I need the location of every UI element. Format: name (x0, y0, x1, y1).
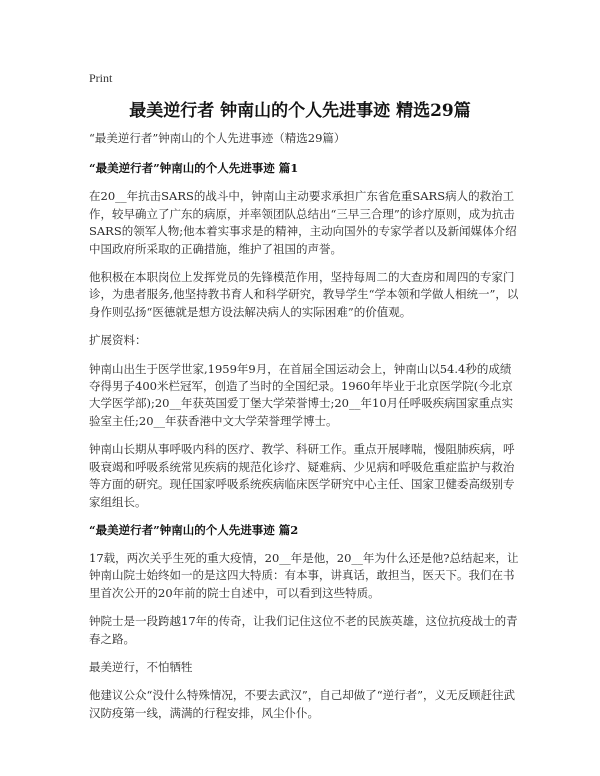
print-label: Print (89, 71, 113, 85)
section-heading-1: “最美逆行者”钟南山的个人先进事迹 篇1 (89, 161, 299, 176)
paragraph: 钟南山长期从事呼吸内科的医疗、教学、科研工作。重点开展哮喘，慢阻肺疾病，呼吸衰竭和呼吸系统常见疾病的规范化诊疗、疑难病、少见病和呼吸危重症监护与救治等方面的研究。现任国家呼吸系统疾病临床医学研究中心主任、国家卫健委高级别专家组组长。 (89, 442, 515, 509)
paragraph: 钟南山出生于医学世家,1959年9月，在首届全国运动会上，钟南山以54.4秒的成绩夺得男子400米栏冠军，创造了当时的全国纪录。1960年毕业于北京医学院(今北京大学医学部);20__年获英国爱丁堡大学荣誉博士;20__年10月任呼吸疾病国家重点实验室主任;20__年获香港中文大学荣誉理学博士。 (89, 361, 514, 428)
paragraph: 钟院士是一段跨越17年的传奇，让我们记住这位不老的民族英雄，这位抗疫战士的青春之路。 (89, 614, 518, 646)
article-subtitle: “最美逆行者”钟南山的个人先进事迹（精选29篇） (89, 131, 346, 145)
page-title: 最美逆行者 钟南山的个人先进事迹 精选29篇 (129, 101, 471, 121)
article-body (89, 130, 521, 733)
paragraph: 他积极在本职岗位上发挥党员的先锋模范作用，坚持每周二的大查房和周四的专家门诊，为患者服务,他坚持教书育人和科学研究，教导学生“学本领和学做人相统一”，以身作则弘扬“医德就是想方设法解决病人的实际困难”的价值观。 (89, 270, 519, 319)
section-heading-2: “最美逆行者”钟南山的个人先进事迹 篇2 (89, 522, 299, 537)
paragraph: 他建议公众“没什么特殊情况，不要去武汉”，自己却做了“逆行者”，义无反顾赶往武汉防疫第一线，满满的行程安排，风尘仆仆。 (89, 688, 516, 720)
paragraph: 17载，两次关乎生死的重大疫情，20__年是他，20__年为什么还是他?总结起来，让钟南山院士始终如一的是这四大特质：有本事，讲真话，敢担当，医天下。我们在书里首次公开的20年前的院士自述中，可以看到这些特质。 (89, 550, 519, 600)
extension-label: 扩展资料： (89, 333, 147, 348)
subheading: 最美逆行，不怕牺牲 (89, 659, 193, 674)
paragraph: 在20__年抗击SARS的战斗中，钟南山主动要求承担广东省危重SARS病人的救治工作，较早确立了广东的病原，并率领团队总结出“三早三合理”的诊疗原则，成为抗击SARS的领军人物;他本着实事求是的精神，主动向国外的专家学者以及新闻媒体介绍中国政府所采取的正确措施，维护了祖国的声誉。 (89, 189, 517, 256)
